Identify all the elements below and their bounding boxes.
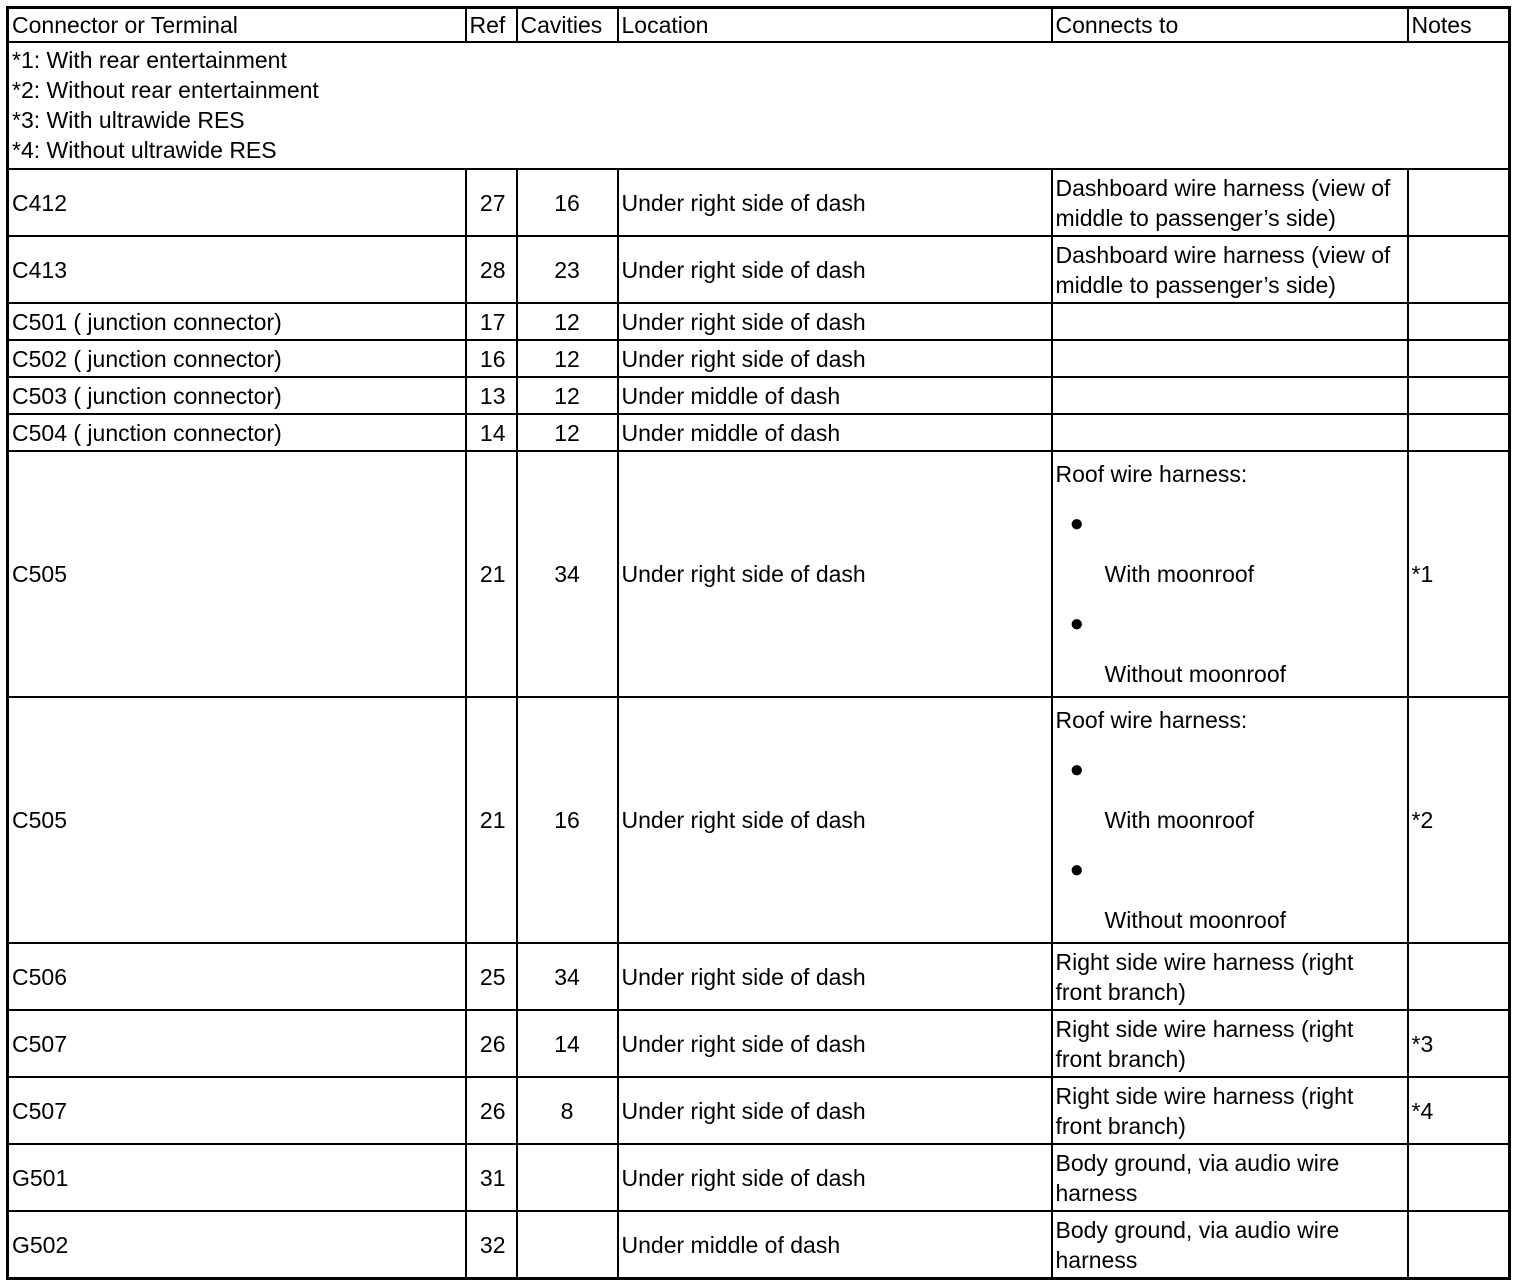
connects-to-cell bbox=[1052, 697, 1408, 943]
header-row bbox=[8, 8, 1510, 43]
connects-to-cell bbox=[1052, 414, 1408, 451]
header-connects-to: Connects to bbox=[1052, 8, 1408, 43]
location-cell: Under middle of dash bbox=[618, 1211, 1052, 1278]
table-row bbox=[8, 697, 1510, 943]
location-cell: Under right side of dash bbox=[618, 1010, 1052, 1077]
table-row bbox=[8, 414, 1510, 451]
connector-cell: C507 bbox=[8, 1010, 466, 1077]
location-cell: Under middle of dash bbox=[618, 377, 1052, 414]
ref-cell: 26 bbox=[466, 1010, 517, 1077]
notes-cell bbox=[1408, 236, 1510, 303]
ref-cell: 21 bbox=[466, 451, 517, 697]
table-body bbox=[8, 169, 1510, 1278]
location-cell: Under right side of dash bbox=[618, 236, 1052, 303]
table-row bbox=[8, 1010, 1510, 1077]
connects-to-cell: Body ground, via audio wire harness bbox=[1052, 1144, 1408, 1211]
cavities-cell: 12 bbox=[517, 340, 618, 377]
connector-cell: C507 bbox=[8, 1077, 466, 1144]
location-cell: Under right side of dash bbox=[618, 451, 1052, 697]
connector-table bbox=[6, 6, 1511, 1280]
ref-cell: 17 bbox=[466, 303, 517, 340]
legend-note-4: *4: Without ultrawide RES bbox=[12, 137, 277, 163]
header-cavities: Cavities bbox=[517, 8, 618, 43]
bullet-text: With moonroof bbox=[1104, 807, 1255, 834]
ref-cell: 26 bbox=[466, 1077, 517, 1144]
notes-cell bbox=[1408, 303, 1510, 340]
bullet-icon: ● bbox=[1069, 856, 1084, 884]
bullet-icon: ● bbox=[1069, 610, 1084, 638]
notes-cell bbox=[1408, 169, 1510, 236]
legend-note-2: *2: Without rear entertainment bbox=[12, 77, 319, 103]
connects-to-heading: Roof wire harness: bbox=[1055, 461, 1248, 488]
cavities-cell: 34 bbox=[517, 943, 618, 1010]
cavities-cell: 14 bbox=[517, 1010, 618, 1077]
ref-cell: 21 bbox=[466, 697, 517, 943]
notes-cell bbox=[1408, 414, 1510, 451]
table-row bbox=[8, 1144, 1510, 1211]
ref-cell: 27 bbox=[466, 169, 517, 236]
bullet-text: Without moonroof bbox=[1104, 907, 1287, 934]
table-row bbox=[8, 340, 1510, 377]
table-row bbox=[8, 1077, 1510, 1144]
location-cell: Under right side of dash bbox=[618, 1144, 1052, 1211]
location-cell: Under right side of dash bbox=[618, 169, 1052, 236]
location-cell: Under middle of dash bbox=[618, 414, 1052, 451]
bullet-icon: ● bbox=[1069, 756, 1084, 784]
ref-cell: 28 bbox=[466, 236, 517, 303]
ref-cell: 25 bbox=[466, 943, 517, 1010]
cavities-cell: 12 bbox=[517, 377, 618, 414]
connector-cell: G502 bbox=[8, 1211, 466, 1278]
header-ref: Ref bbox=[466, 8, 517, 43]
bullet-list bbox=[1056, 509, 1404, 689]
bullet-text: With moonroof bbox=[1104, 561, 1255, 588]
cavities-cell bbox=[517, 1211, 618, 1278]
ref-cell: 31 bbox=[466, 1144, 517, 1211]
location-cell: Under right side of dash bbox=[618, 943, 1052, 1010]
ref-cell: 13 bbox=[466, 377, 517, 414]
notes-cell bbox=[1408, 1144, 1510, 1211]
table-row bbox=[8, 236, 1510, 303]
table-row bbox=[8, 451, 1510, 697]
connector-cell: C413 bbox=[8, 236, 466, 303]
connects-to-heading: Roof wire harness: bbox=[1055, 707, 1248, 734]
table-row bbox=[8, 943, 1510, 1010]
connects-to-cell bbox=[1052, 340, 1408, 377]
connector-cell: C505 bbox=[8, 697, 466, 943]
cavities-cell: 12 bbox=[517, 414, 618, 451]
header-location: Location bbox=[618, 8, 1052, 43]
legend-note-1: *1: With rear entertainment bbox=[12, 47, 287, 73]
connector-cell: C506 bbox=[8, 943, 466, 1010]
connects-to-cell: Dashboard wire harness (view of middle to passenger’s side) bbox=[1052, 236, 1408, 303]
connector-cell: C501 ( junction connector) bbox=[8, 303, 466, 340]
bullet-item bbox=[1056, 755, 1404, 835]
connects-to-cell: Body ground, via audio wire harness bbox=[1052, 1211, 1408, 1278]
connector-cell: C412 bbox=[8, 169, 466, 236]
table-row bbox=[8, 1211, 1510, 1278]
cavities-cell: 34 bbox=[517, 451, 618, 697]
table-row bbox=[8, 169, 1510, 236]
notes-cell: *2 bbox=[1408, 697, 1510, 943]
bullet-icon: ● bbox=[1069, 510, 1084, 538]
connects-to-cell bbox=[1052, 451, 1408, 697]
table-row bbox=[8, 377, 1510, 414]
cavities-cell: 12 bbox=[517, 303, 618, 340]
notes-cell bbox=[1408, 340, 1510, 377]
connects-to-cell: Right side wire harness (right front branch) bbox=[1052, 1010, 1408, 1077]
notes-cell bbox=[1408, 377, 1510, 414]
legend-row bbox=[8, 42, 1510, 169]
ref-cell: 32 bbox=[466, 1211, 517, 1278]
cavities-cell: 8 bbox=[517, 1077, 618, 1144]
legend-note-3: *3: With ultrawide RES bbox=[12, 107, 245, 133]
connects-to-cell: Right side wire harness (right front branch) bbox=[1052, 943, 1408, 1010]
connector-cell: C502 ( junction connector) bbox=[8, 340, 466, 377]
notes-cell: *1 bbox=[1408, 451, 1510, 697]
notes-cell bbox=[1408, 1211, 1510, 1278]
connects-to-cell: Dashboard wire harness (view of middle to passenger’s side) bbox=[1052, 169, 1408, 236]
bullet-item bbox=[1056, 609, 1404, 689]
header-connector: Connector or Terminal bbox=[8, 8, 466, 43]
notes-cell: *3 bbox=[1408, 1010, 1510, 1077]
cavities-cell bbox=[517, 1144, 618, 1211]
ref-cell: 16 bbox=[466, 340, 517, 377]
bullet-item bbox=[1056, 855, 1404, 935]
connects-to-cell: Right side wire harness (right front branch) bbox=[1052, 1077, 1408, 1144]
cavities-cell: 16 bbox=[517, 697, 618, 943]
connector-cell: C505 bbox=[8, 451, 466, 697]
bullet-item bbox=[1056, 509, 1404, 589]
connects-to-cell bbox=[1052, 303, 1408, 340]
location-cell: Under right side of dash bbox=[618, 1077, 1052, 1144]
bullet-list bbox=[1056, 755, 1404, 935]
connector-cell: C504 ( junction connector) bbox=[8, 414, 466, 451]
connector-cell: G501 bbox=[8, 1144, 466, 1211]
notes-cell bbox=[1408, 943, 1510, 1010]
cavities-cell: 16 bbox=[517, 169, 618, 236]
location-cell: Under right side of dash bbox=[618, 340, 1052, 377]
cavities-cell: 23 bbox=[517, 236, 618, 303]
connects-to-cell bbox=[1052, 377, 1408, 414]
table-row bbox=[8, 303, 1510, 340]
legend-cell bbox=[8, 42, 1510, 169]
location-cell: Under right side of dash bbox=[618, 697, 1052, 943]
ref-cell: 14 bbox=[466, 414, 517, 451]
header-notes: Notes bbox=[1408, 8, 1510, 43]
bullet-text: Without moonroof bbox=[1104, 661, 1287, 688]
notes-cell: *4 bbox=[1408, 1077, 1510, 1144]
connector-cell: C503 ( junction connector) bbox=[8, 377, 466, 414]
location-cell: Under right side of dash bbox=[618, 303, 1052, 340]
